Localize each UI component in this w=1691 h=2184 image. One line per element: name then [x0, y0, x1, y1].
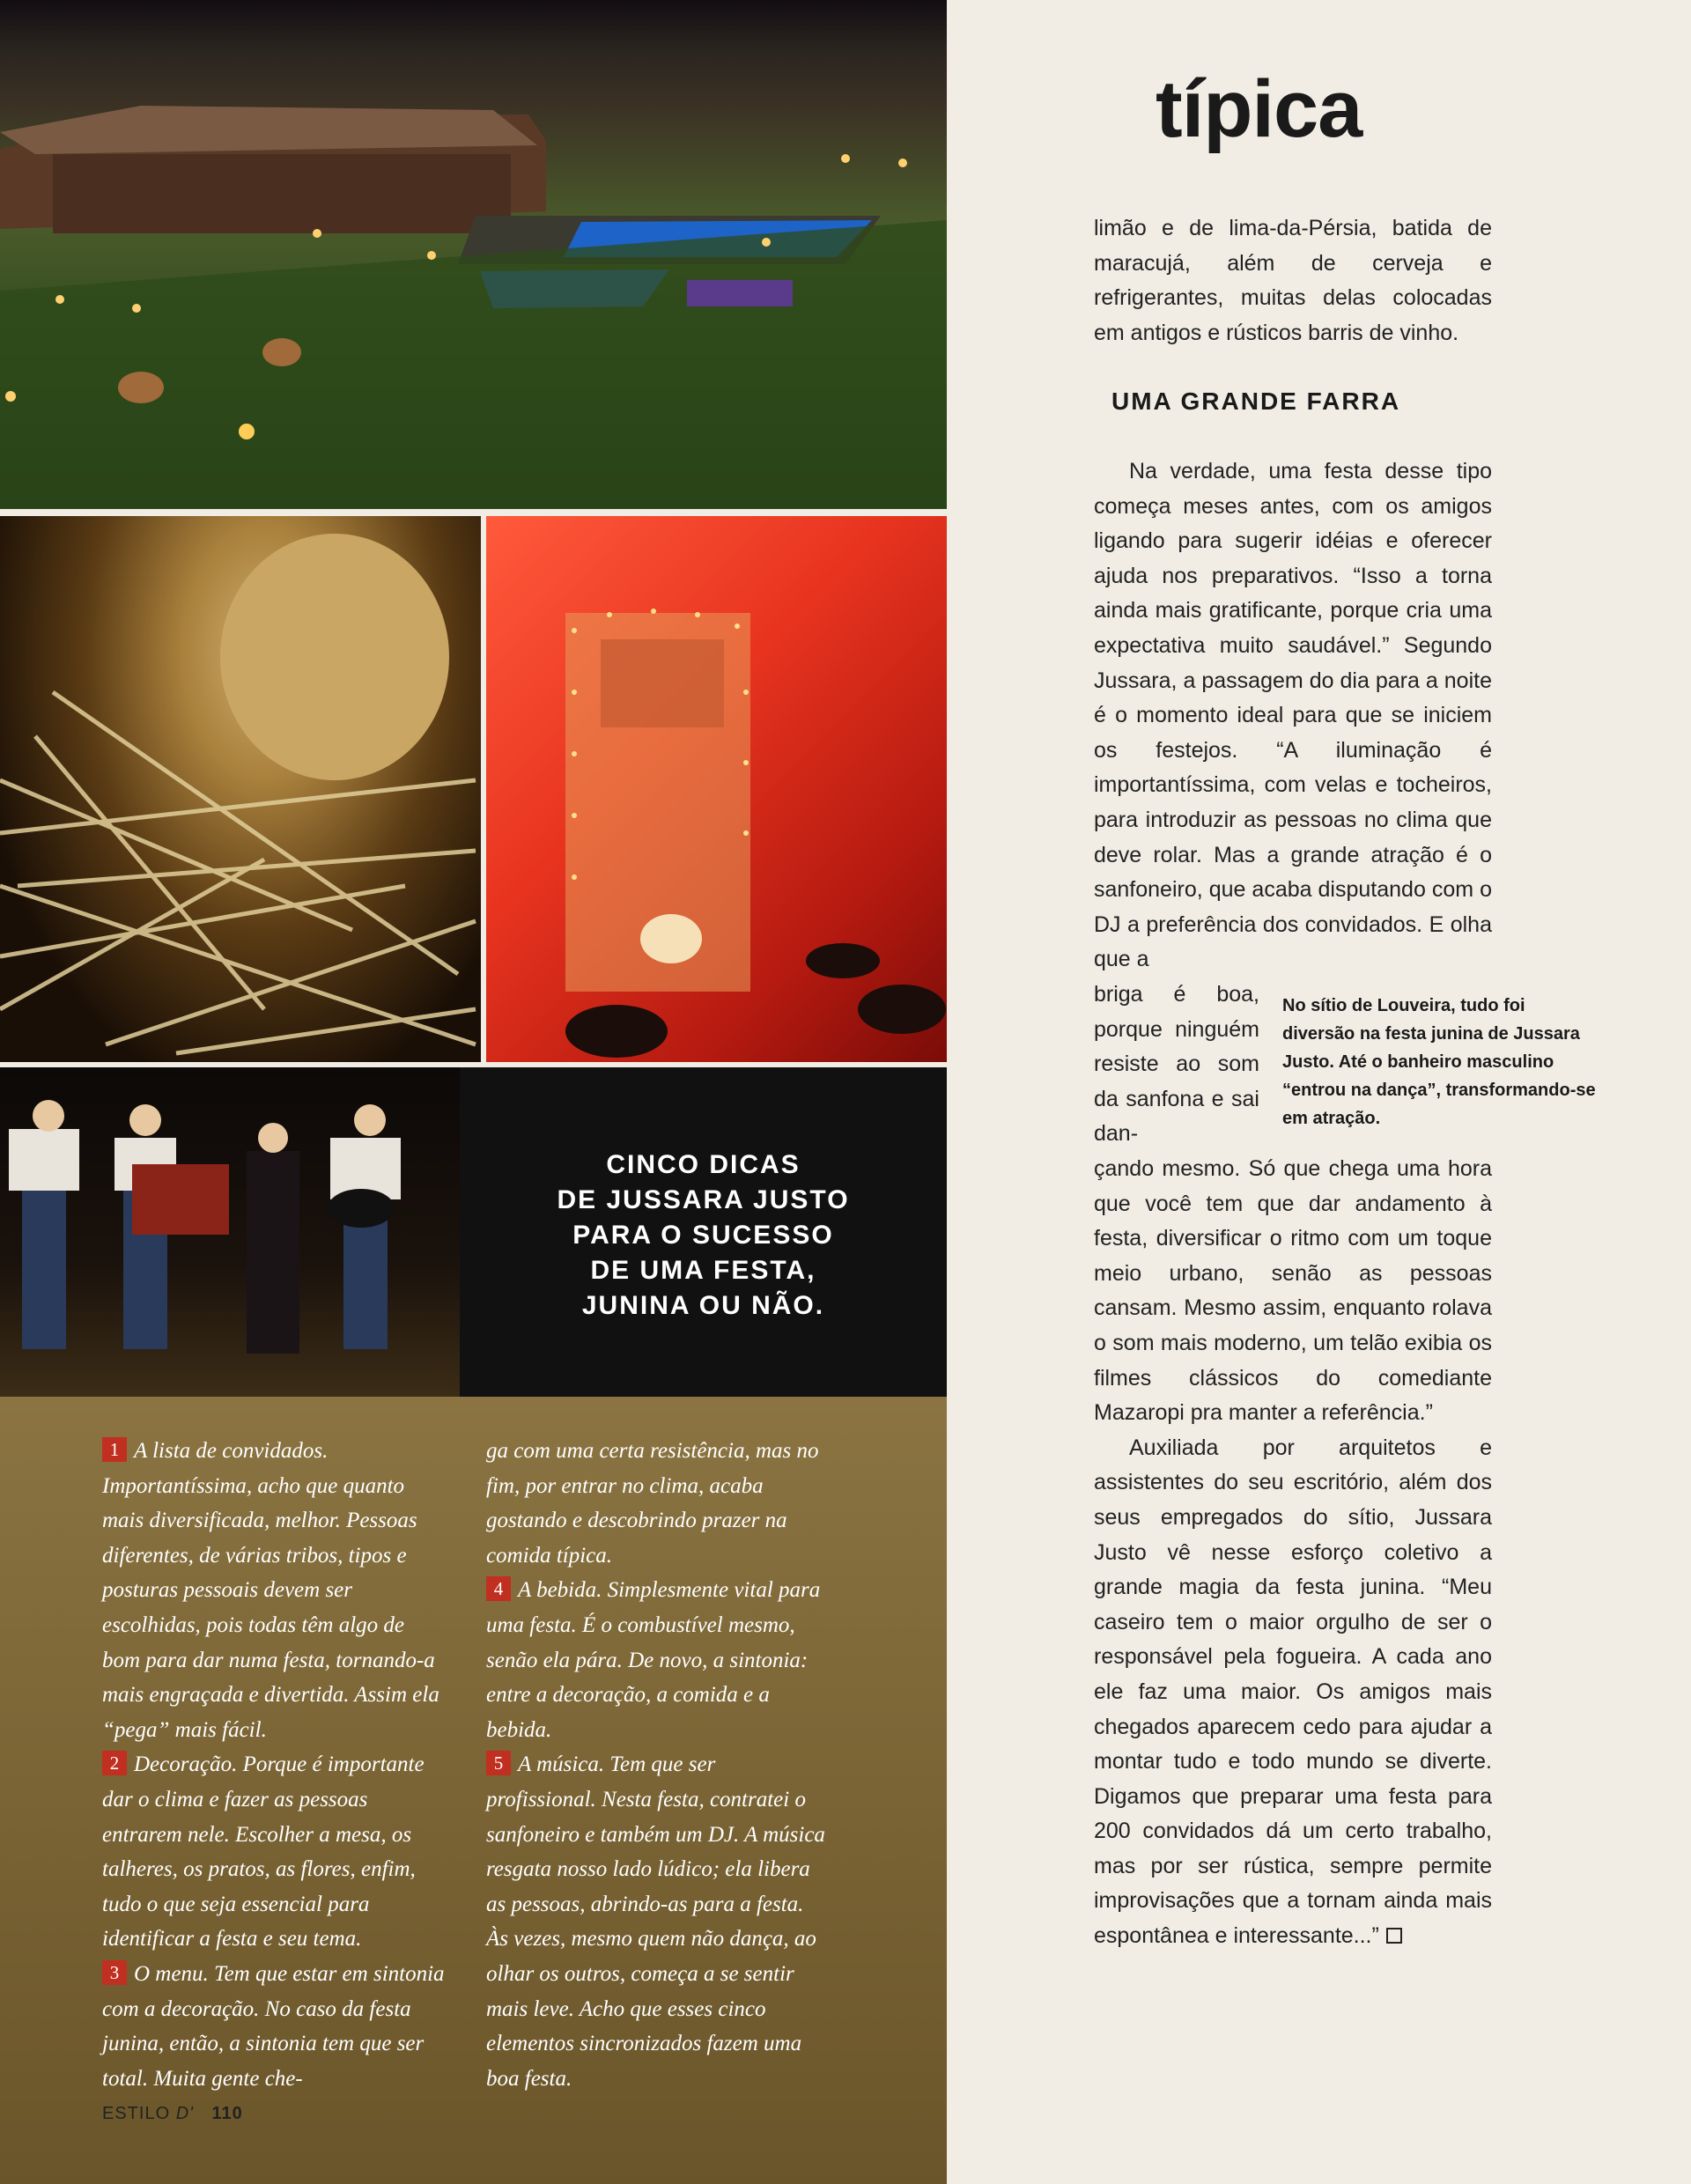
- tip-item-2: [102, 1747, 446, 1957]
- bathroom-illustration: [486, 516, 947, 1062]
- tip-item-3-continued: [486, 1434, 830, 1573]
- tip-text: A lista de convidados. Importantíssima, acho que quanto mais diversificada, melhor. Pessoas diferentes, de várias tribos, tipos e posturas pessoais devem ser escolhidas, pois todas têm algo de bom para dar numa festa, tornando-a mais engraçada e divertida. Assim ela “pega” mais fácil.: [102, 1439, 439, 1742]
- end-of-article-mark: [1386, 1928, 1402, 1944]
- tip-item-4: [486, 1573, 830, 1747]
- photo-decorated-bathroom: [486, 516, 947, 1062]
- tip-text: A bebida. Simplesmente vital para uma festa. É o combustível mesmo, senão ela pára. De novo, a sintonia: entre a decoração, a comida e a bebida.: [486, 1578, 821, 1742]
- photo-straw-hat: [0, 516, 481, 1062]
- tip-text: Decoração. Porque é importante dar o clima e fazer as pessoas entrarem nele. Escolher a mesa, os talheres, os pratos, as flores, enfim, tudo o que seja essencial para identificar a festa e seu tema.: [102, 1752, 425, 1952]
- tip-text: ga com uma certa resistência, mas no fim, por entrar no clima, acaba gostando e descobrindo prazer na comida típica.: [486, 1439, 819, 1568]
- article-paragraph-2-text: Auxiliada por arquitetos e assistentes do seu escritório, além dos seus empregados do sítio, Jussara Justo vê nesse esforço coletivo a grande magia da festa junina. “Meu caseiro tem o maior orgulho de ser o responsável pela fogueira. A cada ano ele faz uma maior. Os amigos mais chegados aparecem cedo para ajudar a montar tudo e todo mundo se diverte. Digamos que preparar uma festa para 200 convidados dá um certo trabalho, mas por ser rústica, sempre permite improvisações que a tornam ainda mais espontânea e interessante...”: [1094, 1435, 1492, 1949]
- photo-garden-pool-night: [0, 0, 947, 509]
- article-paragraph-1: Na verdade, uma festa desse tipo começa meses antes, com os amigos ligando para sugerir idéias e oferecer ajuda nos preparativos. “Isso a torna ainda mais gratificante, porque cria uma expectativa muito saudável.” Segundo Jussara, a passagem do dia para a noite é o momento ideal para que se iniciem os festejos. “A iluminação é importantíssima, com velas e tocheiros, para introduzir as pessoas no clima que deve rolar. Mas a grande atração é o sanfoneiro, que acaba disputando com o DJ a preferência dos convidados. E olha que a: [1094, 459, 1492, 972]
- garden-illustration: [0, 0, 947, 509]
- article-paragraph-2: [1094, 1431, 1492, 1954]
- tip-item-1: [102, 1434, 446, 1747]
- tips-column-right: [486, 1434, 830, 2096]
- straw-hat-illustration: [0, 516, 481, 1062]
- page-footer: [102, 2104, 243, 2124]
- tip-number-badge: 2: [102, 1751, 127, 1775]
- tip-number-badge: 4: [486, 1576, 511, 1601]
- tips-column-left: [102, 1434, 446, 2096]
- headline: típica: [1156, 64, 1362, 154]
- band-illustration: [0, 1067, 460, 1397]
- tip-text: O menu. Tem que estar em sintonia com a decoração. No caso da festa junina, então, a sintonia tem que ser total. Muita gente che-: [102, 1961, 445, 2091]
- magazine-name: ESTILO: [102, 2104, 171, 2123]
- tips-header-box: [460, 1067, 947, 1397]
- tip-item-3: [102, 1957, 446, 2096]
- page-number: 110: [211, 2104, 243, 2123]
- article-paragraph-1-end: çando mesmo. Só que chega uma hora que você tem que dar andamento à festa, diversificar o ritmo com um toque meio urbano, senão as pessoas cansam. Mesmo assim, enquanto rolava o som mais moderno, um telão exibia os filmes clássicos do comediante Mazaropi pra manter a referência.”: [1094, 1156, 1492, 1426]
- tip-number-badge: 3: [102, 1960, 127, 1985]
- tip-number-badge: 1: [102, 1437, 127, 1462]
- section-heading: UMA GRANDE FARRA: [1111, 387, 1401, 415]
- photo-caption: No sítio de Louveira, tudo foi diversão na festa junina de Jussara Justo. Até o banheiro masculino “entrou na dança”, transformando-se em atração.: [1282, 996, 1596, 1128]
- tips-panel: [0, 1397, 947, 2184]
- article-paragraph-1-wrap: briga é boa, porque ninguém resiste ao som da sanfona e sai dan-: [1094, 982, 1259, 1147]
- tips-title: CINCO DICAS DE JUSSARA JUSTO PARA O SUCESSO DE UMA FESTA, JUNINA OU NÃO.: [557, 1150, 850, 1320]
- tip-item-5: [486, 1747, 830, 2096]
- article-continuation: [1094, 1152, 1492, 1954]
- lead-paragraph: limão e de lima-da-Pérsia, batida de maracujá, além de cerveja e refrigerantes, muitas delas colocadas em antigos e rústicos barris de vinho.: [1094, 216, 1492, 345]
- tip-number-badge: 5: [486, 1751, 511, 1775]
- magazine-name-suffix: D': [175, 2104, 194, 2123]
- photo-forro-band: [0, 1067, 460, 1397]
- tip-text: A música. Tem que ser profissional. Nesta festa, contratei o sanfoneiro e também um DJ. A música resgata nosso lado lúdico; ela libera as pessoas, abrindo-as para a festa. Às vezes, mesmo quem não dança, ao olhar os outros, começa a se sentir mais leve. Acho que esses cinco elementos sincronizados fazem uma boa festa.: [486, 1752, 825, 2091]
